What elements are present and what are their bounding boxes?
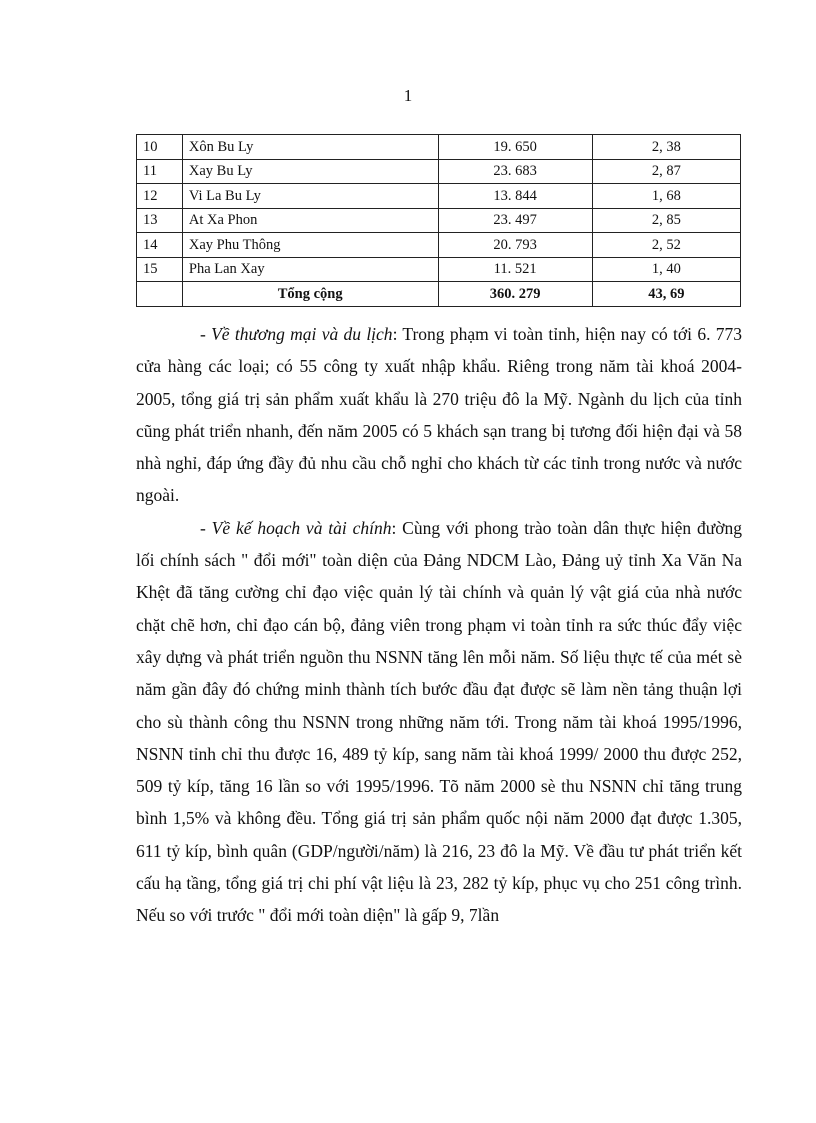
- area-value: 23. 683: [438, 159, 592, 184]
- paragraph-body: : Trong phạm vi toàn tỉnh, hiện nay có tới 6. 773 cửa hàng các loại; có 55 công ty xuất nhập khẩu. Riêng trong năm tài khoá 2004-2005, tổng giá trị sản phẩm xuất khẩu là 270 triệu đô la Mỹ. Ngành du lịch của tỉnh cũng phát triển nhanh, đến năm 2005 có 5 khách sạn trang bị tương đối hiện đại và 58 nhà nghỉ, đáp ứng đầy đủ nhu cầu chỗ nghỉ cho khách từ các tỉnh trong nước và nước ngoài.: [136, 324, 742, 506]
- paragraph-heading: - Về kế hoạch và tài chính: [200, 517, 392, 538]
- row-number: 12: [137, 184, 183, 209]
- row-number: 15: [137, 257, 183, 282]
- paragraph-trade-tourism: [136, 318, 742, 512]
- total-empty-cell: [137, 282, 183, 307]
- table-row: [137, 184, 741, 209]
- district-name: Xay Phu Thông: [182, 233, 438, 258]
- percent-value: 1, 68: [592, 184, 740, 209]
- paragraph-planning-finance: [136, 512, 742, 932]
- row-number: 13: [137, 208, 183, 233]
- body-text: [136, 318, 742, 932]
- statistics-table: [136, 134, 741, 307]
- row-number: 14: [137, 233, 183, 258]
- table-row: [137, 159, 741, 184]
- row-number: 10: [137, 135, 183, 160]
- area-value: 19. 650: [438, 135, 592, 160]
- table-row: [137, 208, 741, 233]
- district-name: At Xa Phon: [182, 208, 438, 233]
- area-value: 20. 793: [438, 233, 592, 258]
- area-value: 13. 844: [438, 184, 592, 209]
- percent-value: 1, 40: [592, 257, 740, 282]
- page-number: 1: [403, 86, 413, 105]
- paragraph-heading: - Về thương mại và du lịch: [200, 324, 393, 344]
- district-name: Pha Lan Xay: [182, 257, 438, 282]
- table-row: [137, 135, 741, 160]
- district-name: Xôn Bu Ly: [182, 135, 438, 160]
- total-value: 360. 279: [438, 282, 592, 307]
- percent-value: 2, 38: [592, 135, 740, 160]
- district-name: Vi La Bu Ly: [182, 184, 438, 209]
- table-row: [137, 233, 741, 258]
- percent-value: 2, 87: [592, 159, 740, 184]
- row-number: 11: [137, 159, 183, 184]
- district-name: Xay Bu Ly: [182, 159, 438, 184]
- percent-value: 2, 52: [592, 233, 740, 258]
- area-value: 23. 497: [438, 208, 592, 233]
- area-value: 11. 521: [438, 257, 592, 282]
- paragraph-body: : Cùng với phong trào toàn dân thực hiện đường lối chính sách " đổi mới" toàn diện của Đảng NDCM Lào, Đảng uỷ tỉnh Xa Văn Na Khệt đã tăng cường chỉ đạo việc quản lý tài chính và quản lý vật giá của nhà nước chặt chẽ hơn, chỉ đạo cán bộ, đảng viên trong phạm vi toàn tỉnh ra sức thúc đẩy việc xây dựng và phát triển nguồn thu NSNN tăng lên mỗi năm. Số liệu thực tế của mét sè năm gần đây đó chứng minh thành tích bước đầu đạt được sẽ làm nền tảng thuận lợi cho sù thành công thu NSNN trong những năm tới. Trong năm tài khoá 1995/1996, NSNN tỉnh chỉ thu được 16, 489 tỷ kíp, sang năm tài khoá 1999/ 2000 thu được 252, 509 tỷ kíp, tăng 16 lần so với 1995/1996. Tõ năm 2000 sè thu NSNN chỉ tăng trung bình 1,5% và không đều. Tổng giá trị sản phẩm quốc nội năm 2000 đạt được 1.305, 611 tỷ kíp, bình quân (GDP/người/năm) là 216, 23 đô la Mỹ. Về đầu tư phát triển kết cấu hạ tầng, tổng giá trị chi phí vật liệu là 23, 282 tỷ kíp, phục vụ cho 251 công trình. Nếu so với trước " đổi mới toàn diện" là gấp 9, 7lần: [136, 517, 742, 926]
- total-percent: 43, 69: [592, 282, 740, 307]
- percent-value: 2, 85: [592, 208, 740, 233]
- table-row: [137, 257, 741, 282]
- total-row: [137, 282, 741, 307]
- total-label: Tổng cộng: [182, 282, 438, 307]
